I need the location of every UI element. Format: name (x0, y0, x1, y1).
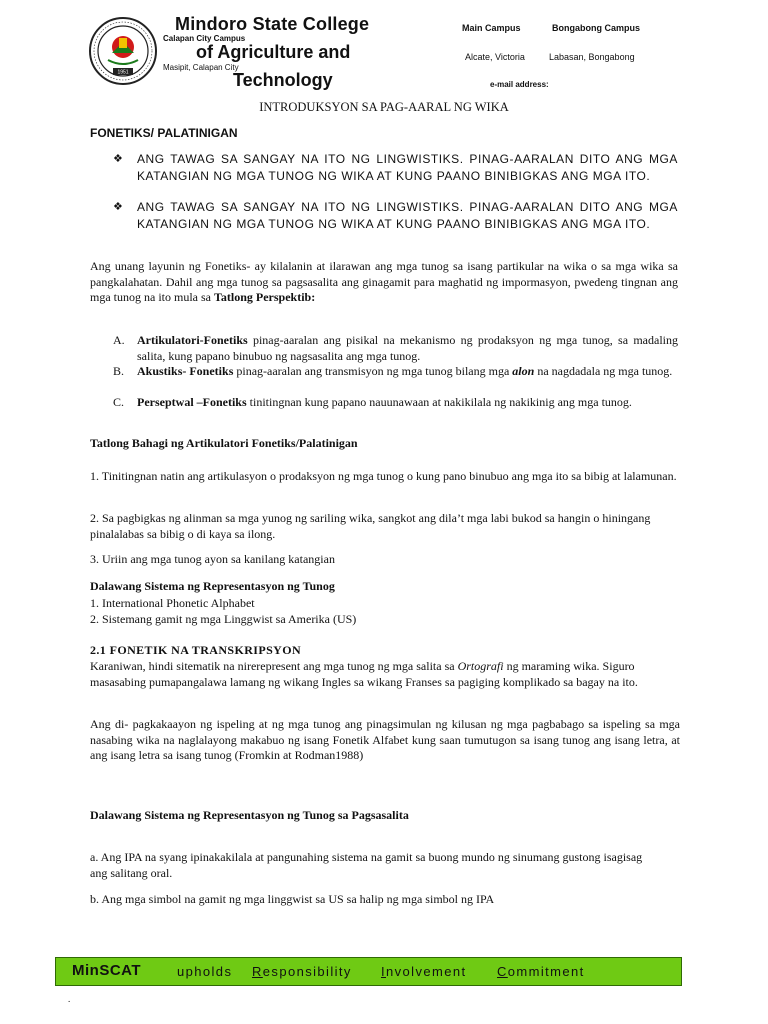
diamond-bullet-icon: ❖ (113, 153, 123, 165)
college-name-line3: Technology (233, 70, 333, 90)
paragraph-2: 2. Sa pagbigkas ng alinman sa mga yunog ng sariling wika, sangkot ang dila’t mga labi bukod sa hangin o hiningang pinalalabas sa bibig o di kaya sa ilong. (90, 511, 651, 541)
list-text-after: na nagdadala ng mga tunog. (534, 364, 673, 378)
footer-banner (55, 957, 682, 986)
document-title: INTRODUKSYON SA PAG-AARAL NG WIKA (259, 100, 509, 114)
college-seal-logo (88, 16, 158, 86)
college-name-line2: of Agriculture and (196, 42, 351, 62)
paragraph-layunin-text: Ang unang layunin ng Fonetiks- ay kilalanin at ilarawan ang mga tunog sa isang partikular na wika o sa mga wika sa pangkalahatan. Dahil ang mga tunog sa pagsasalita ang ginagamit para maghatid ng impormasyon, pwedeng tingnan ang mga tunog na ito mula sa (90, 259, 678, 304)
email-link-clipped (163, 92, 333, 96)
bongabong-campus-label: Bongabong Campus (552, 23, 640, 33)
bongabong-campus-location: Labasan, Bongabong (549, 52, 635, 62)
footer-word-responsibility: Responsibility (252, 964, 352, 979)
paragraph-3: 3. Uriin ang mga tunog ayon sa kanilang katangian (90, 552, 335, 566)
heading-fonetiks: FONETIKS/ PALATINIGAN (90, 126, 238, 140)
heading-tatlong-bahagi: Tatlong Bahagi ng Artikulatori Fonetiks/Palatinigan (90, 436, 358, 450)
masipit-address: Masipit, Calapan City (163, 63, 239, 72)
main-campus-location: Alcate, Victoria (465, 52, 525, 62)
paragraph-ispeling: Ang di- pagkakaayon ng ispeling at ng mga tunog ang pinagsimulan ng kilusan ng mga pagbabago sa ispeling sa mga nasabing wika na naglalayong makabuo ng isang Fonetik Alfabet kung saan tumutugon sa isang tunog ang isang letra, at ang isang letra sa isang tunog (Fromkin at Rodman1988) (90, 717, 680, 762)
list-text: tinitingnan kung papano nauunawaan at nakikilala ng nakikinig ang mga tunog. (246, 395, 632, 409)
footer-word-upholds: upholds (177, 964, 233, 979)
page-mark: . (68, 994, 71, 1004)
paragraph-1: 1. Tinitingnan natin ang artikulasyon o prodaksyon ng mga tunog o kung pano binubuo ang mga ito sa bibig at lalamunan. (90, 469, 677, 483)
college-name-line1: Mindoro State College (175, 14, 370, 34)
heading-dalawang-sistema: Dalawang Sistema ng Representasyon ng Tunog (90, 579, 335, 593)
heading-fonetik-transkripsyon: 2.1 FONETIK NA TRANSKRIPSYON (90, 643, 302, 657)
paragraph-layunin (90, 259, 678, 306)
karaniwan-text-after: ng maraming wika. Siguro masasabing pumapangalawa lamang ng wikang Ingles sa wikang Franses sa pagiging komplikado sa bagay na ito. (90, 659, 638, 689)
list-letter: B. (113, 364, 125, 378)
sistema-item-1: 1. International Phonetic Alphabet (90, 596, 255, 610)
footer-brand: MinSCAT (72, 962, 142, 979)
ortografi-emphasis: Ortografi (457, 659, 504, 673)
list-term: Akustiks- Fonetiks (137, 364, 234, 378)
paragraph-karaniwan (90, 659, 680, 690)
bullet-text: ANG TAWAG SA SANGAY NA ITO NG LINGWISTIKS. PINAG-AARALAN DITO ANG MGA KATANGIAN NG MGA TUNOG NG WIKA AT KUNG PAANO BINIBIGKAS ANG MGA ITO. (137, 200, 678, 231)
main-campus-label: Main Campus (462, 23, 521, 33)
list-text: pinag-aaralan ang pisikal na mekanismo ng prodaksyon ng mga tunog, sa madaling salita, kung papano binubuo ng nagsasalita ang mga tunog. (137, 333, 678, 363)
list-emphasis: alon (512, 364, 535, 378)
list-letter: A. (113, 333, 125, 347)
svg-text:1951: 1951 (117, 69, 129, 76)
diamond-bullet-icon: ❖ (113, 201, 123, 213)
paragraph-simbol: b. Ang mga simbol na gamit ng mga linggwist sa US sa halip ng mga simbol ng IPA (90, 892, 495, 906)
list-term: Perseptwal –Fonetiks (137, 395, 247, 409)
email-address-label: e-mail address: (490, 80, 549, 89)
sistema-item-2: 2. Sistemang gamit ng mga Linggwist sa Amerika (US) (90, 612, 357, 626)
list-letter: C. (113, 395, 125, 409)
footer-word-involvement: Involvement (381, 964, 467, 979)
paragraph-ipa: a. Ang IPA na syang ipinakakilala at pangunahing sistema na gamit sa buong mundo ng sinumang gustong isagisag ang salitang oral. (90, 850, 643, 880)
calapan-campus-label: Calapan City Campus (163, 34, 246, 43)
list-text: pinag-aaralan ang transmisyon ng mga tunog bilang mga (233, 364, 513, 378)
footer-word-commitment: Commitment (497, 964, 585, 979)
karaniwan-text: Karaniwan, hindi sitematik na nirerepresent ang mga tunog ng mga salita sa (90, 659, 458, 673)
tatlong-perspektib-bold: Tatlong Perspektib: (213, 290, 316, 304)
bullet-text: ANG TAWAG SA SANGAY NA ITO NG LINGWISTIKS. PINAG-AARALAN DITO ANG MGA KATANGIAN NG MGA TUNOG NG WIKA AT KUNG PAANO BINIBIGKAS ANG MGA ITO. (137, 152, 678, 183)
heading-dalawang-sistema-pagsasalita: Dalawang Sistema ng Representasyon ng Tunog sa Pagsasalita (90, 808, 409, 822)
list-term: Artikulatori-Fonetiks (137, 333, 248, 347)
